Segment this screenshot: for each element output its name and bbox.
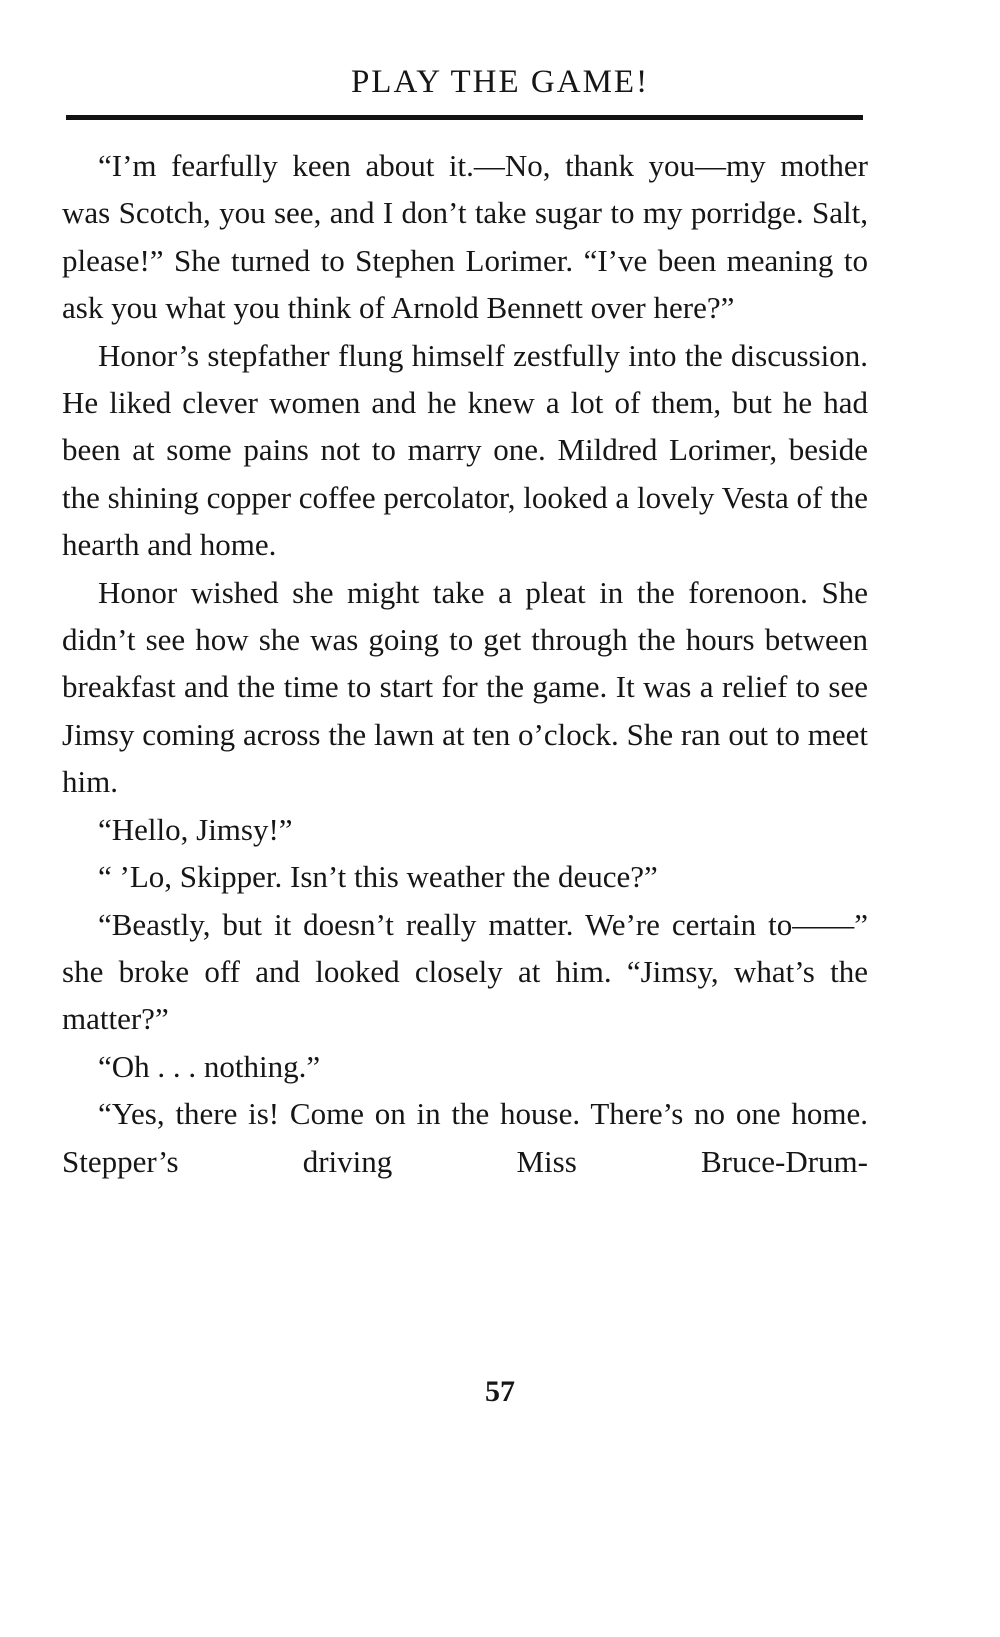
paragraph: “Yes, there is! Come on in the house. There’s no one home. Stepper’s driving Miss Bruce-Drum- (62, 1096, 868, 1179)
paragraph: “ ’Lo, Skipper. Isn’t this weather the deuce?” (98, 859, 658, 895)
body-text (62, 142, 868, 1185)
paragraph: Honor’s stepfather flung himself zestfully into the discussion. He liked clever women and he knew a lot of them, but he had been at some pains not to marry one. Mildred Lorimer, beside the shining copper coffee percolator, looked a lovely Vesta of the hearth and home. (62, 337, 868, 563)
page-number: 57 (485, 1375, 515, 1408)
paragraph: Honor wished she might take a pleat in the forenoon. She didn’t see how she was going to get through the hours between breakfast and the time to start for the game. It was a relief to see Jimsy coming across the lawn at ten o’clock. She ran out to meet him. (62, 574, 868, 800)
paragraph: “Hello, Jimsy!” (98, 811, 293, 847)
running-head: PLAY THE GAME! (350, 64, 650, 100)
header-rule (66, 115, 863, 120)
paragraph: “I’m fearfully keen about it.—No, thank you—my mother was Scotch, you see, and I don’t take sugar to my porridge. Salt, please!” She turned to Stephen Lorimer. “I’ve been meaning to ask you what you think of Arnold Bennett over here?” (62, 148, 868, 326)
paragraph: “Oh . . . nothing.” (98, 1048, 321, 1084)
paragraph: “Beastly, but it doesn’t really matter. We’re certain to——” she broke off and looked closely at him. “Jimsy, what’s the matter?” (62, 906, 868, 1037)
